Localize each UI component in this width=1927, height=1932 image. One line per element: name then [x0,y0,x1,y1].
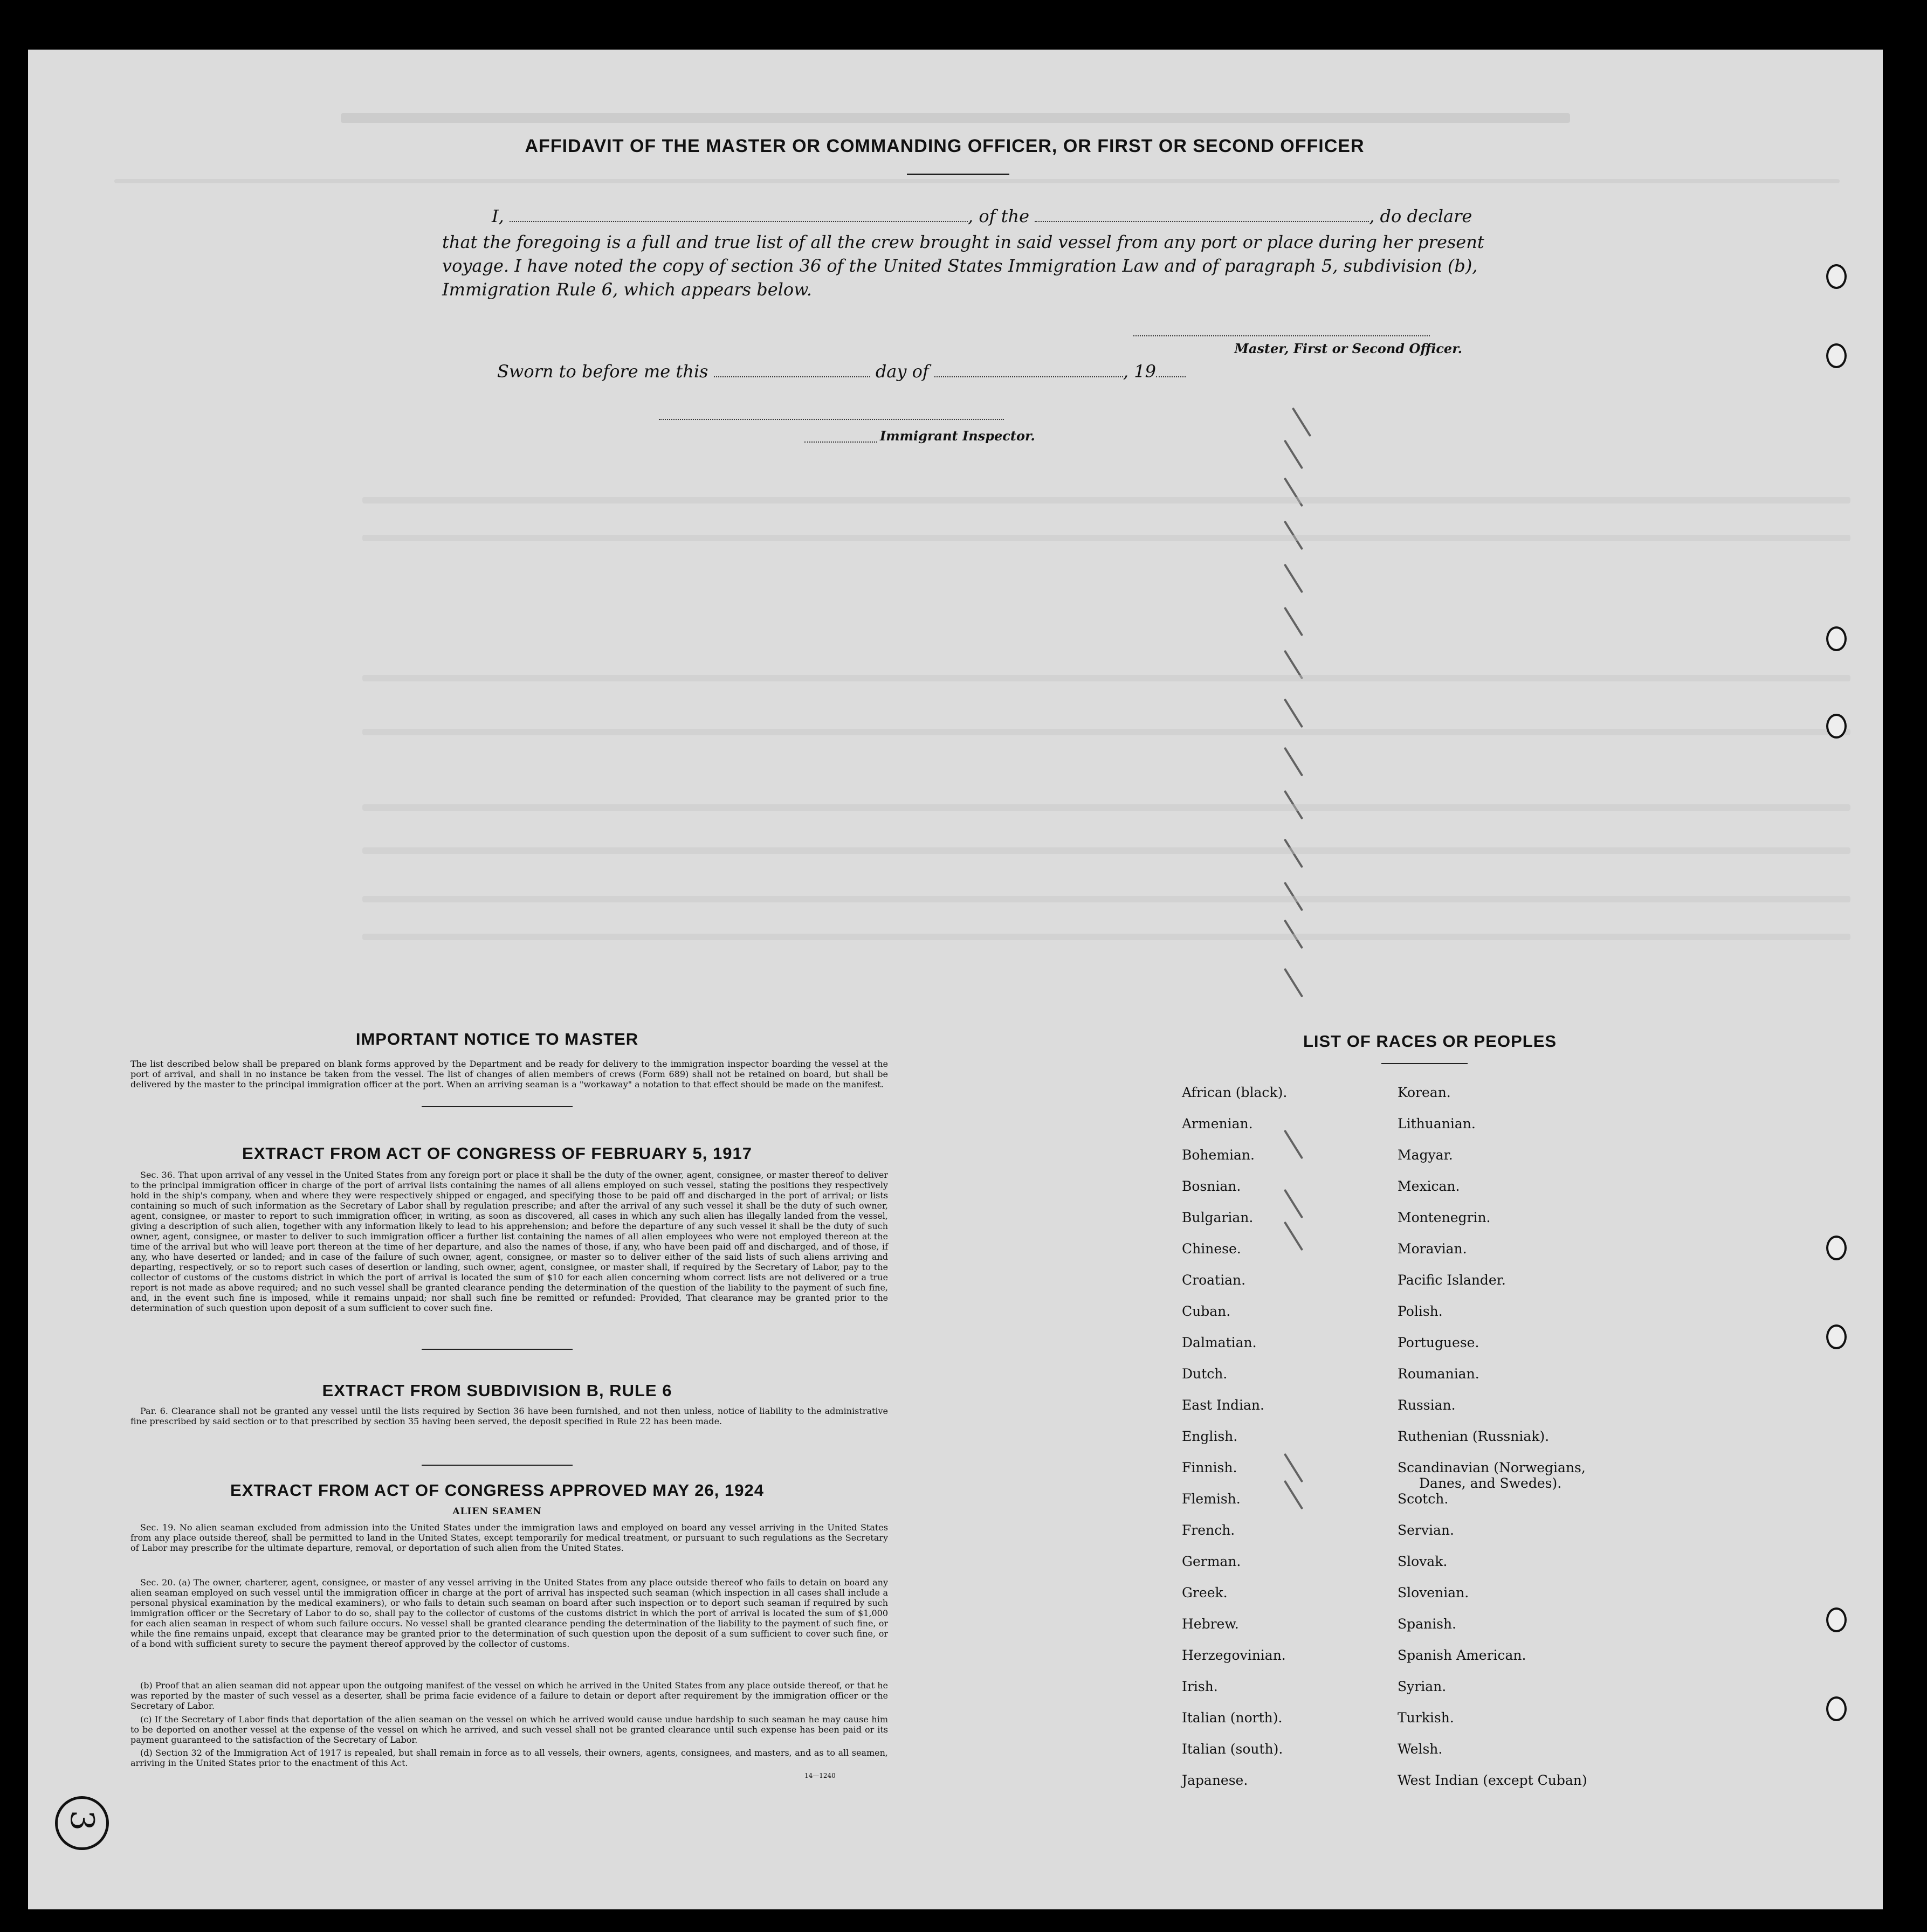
extract-rule6-text: Par. 6. Clearance shall not be granted any vessel until the lists required by Section 36 have been furnished, and not then unless, notice of liability to the administrative fine prescribed by said section or to that prescribed by section 35 having been served, the deposit specified in Rule 22 has been made. [130,1406,888,1426]
punch-hole [1826,626,1847,651]
check-mark [1284,699,1303,728]
punch-hole [1826,1324,1847,1349]
race-item: Moravian. [1398,1241,1467,1257]
section-rule [422,1465,573,1466]
alien-seamen-subtitle: ALIEN SEAMEN [452,1506,542,1517]
of-the-label: , of the [967,206,1030,226]
races-right-column [1398,1085,1699,1804]
document-sheet [28,50,1883,1909]
race-item: Scandinavian (Norwegians, [1398,1460,1586,1475]
race-item: Armenian. [1182,1116,1253,1131]
bleed-through-row [362,934,1850,940]
signature-line[interactable] [1133,335,1430,336]
punch-hole [1826,264,1847,289]
race-item: Syrian. [1398,1679,1447,1694]
race-item: Russian. [1398,1397,1456,1413]
sworn-label: Sworn to before me this [497,361,708,382]
race-item: Chinese. [1182,1241,1241,1257]
check-mark [1284,747,1303,777]
bleed-through-row [362,729,1850,735]
bleed-through-row [362,675,1850,681]
races-title: LIST OF RACES OR PEOPLES [1303,1032,1557,1051]
race-item: Bosnian. [1182,1178,1241,1194]
race-item: Irish. [1182,1679,1218,1694]
race-item: Slovak. [1398,1554,1448,1569]
declaration-line-3: voyage. I have noted the copy of section 36 of the United States Immigration Law and of paragraph 5, subdivision (b), [442,256,1478,276]
race-item: African (black). [1182,1085,1288,1100]
do-declare-label: , do declare [1369,206,1472,226]
sec-20a-text: Sec. 20. (a) The owner, charterer, agent, consignee, or master of any vessel arriving in the United States from any place outside thereof who fails to detain on board any alien seaman employed on such vessel until the immigration officer in charge at the port of arrival has inspected such seaman (which inspection in all cases shall include a personal physical examination by the medical examiners), or who fails to detain such seaman on board after such inspection or to deport such seaman if required by such immigration officer or the Secretary of Labor to do so, shall pay to the collector of customs of the customs district in which the port of arrival is located the sum of $1,000 for each alien seaman in respect of whom such failure occurs. No vessel shall be granted clearance pending the determination of the liability to the payment of such fine, or while the fine remains unpaid, except that clearance may be granted prior to the determination of such question upon the deposit of a sum sufficient to cover such fine, or of a bond with sufficient surety to secure the payment thereof approved by the collector of customs. [130,1577,888,1649]
race-item: Bulgarian. [1182,1210,1254,1225]
race-item: Danes, and Swedes). [1419,1475,1562,1491]
race-item: Welsh. [1398,1741,1443,1757]
race-item: Dutch. [1182,1366,1228,1382]
race-item: Magyar. [1398,1147,1453,1163]
races-rule [1381,1063,1468,1064]
notice-text: The list described below shall be prepared on blank forms approved by the Department and be ready for delivery to the immigration inspector boarding the vessel at the port of arrival, and shall in no instance be taken from the vessel. The list of changes of alien members of crews (Form 689) shall not be retained on board, but shall be delivered by the master to the principal immigration officer at the port. When an arriving seaman is a "workaway" a notation to that effect should be made on the manifest. [130,1059,888,1089]
sworn-line [497,361,1306,382]
form-number: 14—1240 [804,1772,836,1779]
race-item: Bohemian. [1182,1147,1255,1163]
bleed-through-header [341,113,1570,123]
race-item: Mexican. [1398,1178,1460,1194]
race-item: Finnish. [1182,1460,1237,1475]
bleed-through-line [114,179,1840,183]
race-item: Lithuanian. [1398,1116,1476,1131]
affidavit-title: AFFIDAVIT OF THE MASTER OR COMMANDING OFFICER, OR FIRST OR SECOND OFFICER [525,136,1365,156]
punch-hole [1826,1607,1847,1632]
sworn-year-field[interactable] [1156,362,1186,377]
i-label: I, [492,206,504,226]
race-item: West Indian (except Cuban) [1398,1772,1587,1788]
race-item: Hebrew. [1182,1616,1239,1632]
race-item: Slovenian. [1398,1585,1469,1600]
race-item: Italian (south). [1182,1741,1283,1757]
race-item: Portuguese. [1398,1335,1479,1350]
notice-title: IMPORTANT NOTICE TO MASTER [355,1030,639,1048]
race-item: Spanish American. [1398,1647,1526,1663]
race-item: Montenegrin. [1398,1210,1491,1225]
declaration-line-4: Immigration Rule 6, which appears below. [442,279,812,300]
bleed-through-row [362,847,1850,854]
race-item: Polish. [1398,1303,1443,1319]
race-item: Cuban. [1182,1303,1231,1319]
race-item: Servian. [1398,1522,1454,1538]
year-label: , 19 [1123,361,1156,382]
punch-hole [1826,343,1847,368]
check-mark [1284,607,1303,637]
punch-hole [1826,1696,1847,1721]
race-item: East Indian. [1182,1397,1264,1413]
extract-1917-text: Sec. 36. That upon arrival of any vessel in the United States from any foreign port or place it shall be the duty of the owner, agent, consignee, or master thereof to deliver to the principal immigration officer in charge of the port of arrival lists containing the names of all aliens employed on such vessel, stating the positions they respectively hold in the ship's company, when and where they were respectively shipped or engaged, and specifying those to be paid off and discharged in the port of arrival; or lists containing so much of such information as the Secretary of Labor shall by regulation prescribe; and after the arrival of any such vessel it shall be the duty of such owner, agent, consignee, or master to report to such immigration officer, in writing, as soon as discovered, all cases in which any such alien has illegally landed from the vessel, giving a description of such alien, together with any information likely to lead to his apprehension; and before the departure of any such vessel it shall be the duty of such owner, agent, consignee, or master to deliver to such immigration officer a further list containing the names of all alien employees who were not employed thereon at the time of the arrival but who will leave port thereon at the time of her departure, and also the names of those, if any, who have been paid off and discharged, and of those, if any, who have deserted or landed; and in case of the failure of such owner, agent, consignee, or master so to deliver either of the said lists of such aliens arriving and departing, respectively, or so to report such cases of desertion or landing, such owner, agent, consignee, or master shall, if required by the Secretary of Labor, pay to the collector of customs of the customs district in which the port of arrival is located the sum of $10 for each alien concerning whom correct lists are not delivered or a true report is not made as above required; and no such vessel shall be granted clearance pending the determination of the question of the liability to the payment of such fine, and, in the event such fine is imposed, while it remains unpaid; nor shall such fine be remitted or refunded: Provided, That clearance may be granted prior to the determination of such question upon deposit of a sum sufficient to cover such fine. [130,1170,888,1313]
check-mark [1292,408,1311,437]
affidavit-line-1 [442,206,1515,226]
sworn-day-field[interactable] [714,362,870,377]
inspector-signature-line[interactable] [659,419,1004,420]
race-item: Spanish. [1398,1616,1457,1632]
title-rule [907,174,1009,175]
sworn-month-field[interactable] [934,362,1123,377]
extract-rule6-title: EXTRACT FROM SUBDIVISION B, RULE 6 [322,1381,672,1400]
race-item: Croatian. [1182,1272,1246,1288]
page-mark-number: 3 [63,1810,101,1831]
race-item: Greek. [1182,1585,1228,1600]
vessel-field[interactable] [1035,207,1369,222]
race-item: Japanese. [1182,1772,1248,1788]
check-mark [1284,440,1303,470]
race-item: Flemish. [1182,1491,1241,1507]
sec-19-text: Sec. 19. No alien seaman excluded from admission into the United States under the immigration laws and employed on board any vessel arriving in the United States from any place outside thereof, shall be permitted to land in the United States, except temporarily for medical treatment, or pursuant to such regulations as the Secretary of Labor may prescribe for the ultimate departure, removal, or deportation of such alien from the United States. [130,1522,888,1553]
race-item: Pacific Islander. [1398,1272,1506,1288]
bleed-through-row [362,535,1850,541]
check-mark [1284,968,1303,998]
race-item: English. [1182,1429,1238,1444]
race-item: Roumanian. [1398,1366,1479,1382]
sec-20b-text: (b) Proof that an alien seaman did not appear upon the outgoing manifest of the vessel on which he arrived in the United States from any place outside thereof, or that he was reported by the master of such vessel as a deserter, shall be prima facie evidence of a failure to detain or deport after requirement by the immigration officer or the Secretary of Labor. [130,1680,888,1711]
extract-1917-title: EXTRACT FROM ACT OF CONGRESS OF FEBRUARY 5, 1917 [242,1144,752,1163]
race-item: Ruthenian (Russniak). [1398,1429,1550,1444]
race-item: Scotch. [1398,1491,1449,1507]
inspector-prefix-line [804,441,877,443]
races-left-column [1182,1085,1387,1804]
race-item: Dalmatian. [1182,1335,1257,1350]
sec-20c-text: (c) If the Secretary of Labor finds that deportation of the alien seaman on the vessel on which he arrived would cause undue hardship to such seaman he may cause him to be deported on another vessel at the expense of the vessel on which he arrived, and such vessel shall not be granted clearance until such expense has been paid or its payment guaranteed to the satisfaction of the Secretary of Labor. [130,1714,888,1745]
punch-hole [1826,1236,1847,1260]
bleed-through-row [362,804,1850,811]
race-item: French. [1182,1522,1235,1538]
section-rule [422,1349,573,1350]
section-rule [422,1106,573,1107]
race-item: Italian (north). [1182,1710,1283,1726]
bleed-through-row [362,896,1850,902]
bleed-through-row [362,497,1850,503]
inspector-caption: Immigrant Inspector. [880,428,1035,444]
sec-20d-text: (d) Section 32 of the Immigration Act of 1917 is repealed, but shall remain in force as to all vessels, their owners, agents, consignees, and masters, and as to all seamen, arriving in the United States prior to the enactment of this Act. [130,1748,888,1768]
race-item: German. [1182,1554,1241,1569]
race-item: Korean. [1398,1085,1451,1100]
day-of-label: day of [875,361,929,382]
extract-1924-title: EXTRACT FROM ACT OF CONGRESS APPROVED MAY 26, 1924 [230,1481,764,1500]
declaration-line-2: that the foregoing is a full and true list of all the crew brought in said vessel from any port or place during her present [442,232,1484,252]
name-field[interactable] [510,207,968,222]
race-item: Turkish. [1398,1710,1454,1726]
race-item: Herzegovinian. [1182,1647,1286,1663]
check-mark [1284,564,1303,594]
signature-caption: Master, First or Second Officer. [1234,341,1462,356]
punch-hole [1826,714,1847,739]
